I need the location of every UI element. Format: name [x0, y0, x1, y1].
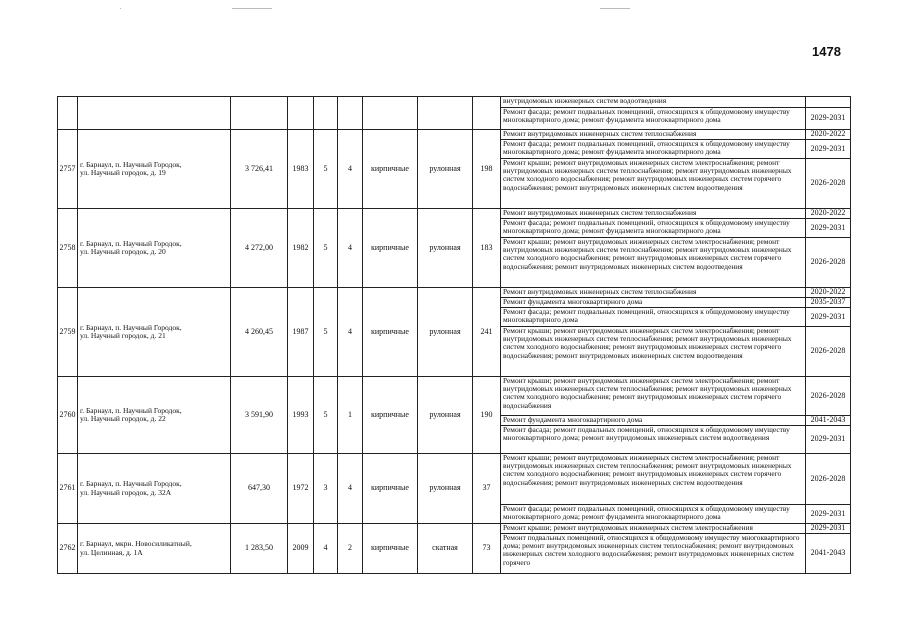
residents-count: 183	[473, 209, 501, 288]
building-area: 1 283,50	[231, 524, 288, 574]
work-period: 2020-2022	[806, 288, 851, 298]
wall-material: кирпичные	[363, 288, 418, 377]
num-cell	[58, 97, 78, 130]
residents-count: 37	[473, 454, 501, 524]
work-description: Ремонт крыши; ремонт внутридомовых инженерных систем электроснабжения; ремонт внутридомовых инженерных систем теплоснабжения; ремонт внутридомовых инженерных систем холодного водоснабжения; ремонт внутридомовых инженерных систем горячего водоснабжения; ремонт внутридомовых инженерных систем водоотведения	[501, 454, 806, 505]
work-period: 2026-2028	[806, 159, 851, 209]
work-period: 2020-2022	[806, 209, 851, 219]
work-description: Ремонт подвальных помещений, относящихся к общедомовому имуществу многоквартирного дома; ремонт внутридомовых инженерных систем теплоснабжения; ремонт внутридомовых инженерных систем холодного водоснабжения; ремонт внутридомовых инженерных систем горячего	[501, 534, 806, 574]
repair-schedule-table	[57, 96, 851, 574]
roof-type: рулонная	[418, 377, 473, 454]
wall-material: кирпичные	[363, 130, 418, 209]
work-period: 2020-2022	[806, 130, 851, 140]
work-period: 2026-2028	[806, 377, 851, 416]
address-cell	[78, 97, 231, 130]
count-cell	[473, 97, 501, 130]
wall-material: кирпичные	[363, 454, 418, 524]
residents-count: 198	[473, 130, 501, 209]
building-entrances: 1	[338, 377, 363, 454]
floors-cell	[314, 97, 338, 130]
building-floors: 5	[314, 288, 338, 377]
work-period: 2029-2031	[806, 426, 851, 454]
building-year: 2009	[288, 524, 314, 574]
roof-type: рулонная	[418, 209, 473, 288]
building-entrances: 4	[338, 209, 363, 288]
work-cell: Ремонт фасада; ремонт подвальных помещений, относящихся к общедомовому имуществу многоквартирного дома; ремонт фундамента многоквартирного дома	[501, 108, 806, 130]
building-address: г. Барнаул, п. Научный Городок, ул. Научный городок, д. 20	[78, 209, 231, 288]
table-row	[58, 454, 851, 505]
table-row	[58, 524, 851, 534]
scan-speck	[600, 8, 630, 9]
work-description: Ремонт фасада; ремонт подвальных помещений, относящихся к общедомовому имуществу многоквартирного дома	[501, 308, 806, 327]
roof-cell	[418, 97, 473, 130]
building-address: г. Барнаул, п. Научный Городок, ул. Научный городок, д. 21	[78, 288, 231, 377]
year-cell	[288, 97, 314, 130]
scan-speck	[232, 8, 272, 9]
building-entrances: 4	[338, 288, 363, 377]
work-description: Ремонт внутридомовых инженерных систем теплоснабжения	[501, 209, 806, 219]
table-row	[58, 377, 851, 416]
wall-material: кирпичные	[363, 377, 418, 454]
building-area: 4 272,00	[231, 209, 288, 288]
building-area: 647,30	[231, 454, 288, 524]
building-floors: 5	[314, 209, 338, 288]
building-floors: 5	[314, 377, 338, 454]
work-cell: внутридомовых инженерных систем водоотведения	[501, 97, 806, 108]
page-number: 1478	[812, 44, 841, 59]
building-address: г. Барнаул, п. Научный Городок, ул. Научный городок, д. 22	[78, 377, 231, 454]
roof-type: рулонная	[418, 130, 473, 209]
building-year: 1982	[288, 209, 314, 288]
building-floors: 4	[314, 524, 338, 574]
work-period: 2029-2031	[806, 308, 851, 327]
work-period: 2041-2043	[806, 534, 851, 574]
walls-cell	[363, 97, 418, 130]
work-description: Ремонт фасада; ремонт подвальных помещений, относящихся к общедомовому имуществу многоквартирного дома; ремонт внутридомовых инженерных систем водоотведения	[501, 426, 806, 454]
residents-count: 241	[473, 288, 501, 377]
building-floors: 5	[314, 130, 338, 209]
work-period: 2026-2028	[806, 327, 851, 377]
work-description: Ремонт крыши; ремонт внутридомовых инженерных систем электроснабжения; ремонт внутридомовых инженерных систем теплоснабжения; ремонт внутридомовых инженерных систем холодного водоснабжения; ремонт внутридомовых инженерных систем горячего водоснабжения; ремонт внутридомовых инженерных систем водоотведения	[501, 159, 806, 209]
building-entrances: 2	[338, 524, 363, 574]
building-year: 1987	[288, 288, 314, 377]
residents-count: 190	[473, 377, 501, 454]
work-description: Ремонт фундамента многоквартирного дома	[501, 298, 806, 308]
building-entrances: 4	[338, 130, 363, 209]
work-description: Ремонт крыши; ремонт внутридомовых инженерных систем электроснабжения; ремонт внутридомовых инженерных систем теплоснабжения; ремонт внутридомовых инженерных систем холодного водоснабжения; ремонт внутридомовых инженерных систем горячего водоснабжения	[501, 377, 806, 416]
table-row	[58, 130, 851, 140]
table-row	[58, 288, 851, 298]
building-number: 2762	[58, 524, 78, 574]
work-description: Ремонт крыши; ремонт внутридомовых инженерных систем электроснабжения; ремонт внутридомовых инженерных систем теплоснабжения; ремонт внутридомовых инженерных систем холодного водоснабжения; ремонт внутридомовых инженерных систем горячего водоснабжения; ремонт внутридомовых инженерных систем водоотведения	[501, 327, 806, 377]
entrances-cell	[338, 97, 363, 130]
wall-material: кирпичные	[363, 524, 418, 574]
building-area: 3 726,41	[231, 130, 288, 209]
work-period: 2029-2031	[806, 505, 851, 524]
building-number: 2760	[58, 377, 78, 454]
scan-speck	[120, 8, 121, 9]
building-address: г. Барнаул, п. Научный Городок, ул. Научный городок, д. 32А	[78, 454, 231, 524]
wall-material: кирпичные	[363, 209, 418, 288]
roof-type: рулонная	[418, 288, 473, 377]
work-description: Ремонт фасада; ремонт подвальных помещений, относящихся к общедомовому имуществу многоквартирного дома; ремонт фундамента многоквартирного дома	[501, 140, 806, 159]
building-area: 3 591,90	[231, 377, 288, 454]
roof-type: скатная	[418, 524, 473, 574]
building-number: 2757	[58, 130, 78, 209]
building-address: г. Барнаул, п. Научный Городок, ул. Научный городок, д. 19	[78, 130, 231, 209]
period-cell	[806, 97, 851, 108]
table-row	[58, 209, 851, 219]
residents-count: 73	[473, 524, 501, 574]
building-number: 2761	[58, 454, 78, 524]
work-period: 2026-2028	[806, 454, 851, 505]
work-period: 2029-2031	[806, 524, 851, 534]
table-row	[58, 97, 851, 108]
work-period: 2029-2031	[806, 140, 851, 159]
work-description: Ремонт крыши; ремонт внутридомовых инженерных систем электроснабжения; ремонт внутридомовых инженерных систем теплоснабжения; ремонт внутридомовых инженерных систем холодного водоснабжения; ремонт внутридомовых инженерных систем горячего водоснабжения; ремонт внутридомовых инженерных систем водоотведения	[501, 238, 806, 288]
work-period: 2029-2031	[806, 219, 851, 238]
work-description: Ремонт фундамента многоквартирного дома	[501, 416, 806, 426]
building-area: 4 260,45	[231, 288, 288, 377]
area-cell	[231, 97, 288, 130]
work-description: Ремонт крыши; ремонт внутридомовых инженерных систем электроснабжения	[501, 524, 806, 534]
roof-type: рулонная	[418, 454, 473, 524]
work-period: 2041-2043	[806, 416, 851, 426]
building-number: 2759	[58, 288, 78, 377]
building-year: 1983	[288, 130, 314, 209]
building-number: 2758	[58, 209, 78, 288]
work-description: Ремонт фасада; ремонт подвальных помещений, относящихся к общедомовому имуществу многоквартирного дома; ремонт фундамента многоквартирного дома	[501, 219, 806, 238]
table-body	[58, 97, 851, 574]
work-description: Ремонт внутридомовых инженерных систем теплоснабжения	[501, 288, 806, 298]
work-description: Ремонт фасада; ремонт подвальных помещений, относящихся к общедомовому имуществу многоквартирного дома; ремонт фундамента многоквартирного дома	[501, 505, 806, 524]
work-period: 2035-2037	[806, 298, 851, 308]
building-address: г. Барнаул, мкрн. Новосиликатный, ул. Целинная, д. 1А	[78, 524, 231, 574]
building-year: 1972	[288, 454, 314, 524]
building-year: 1993	[288, 377, 314, 454]
work-description: Ремонт внутридомовых инженерных систем теплоснабжения	[501, 130, 806, 140]
work-period: 2026-2028	[806, 238, 851, 288]
building-floors: 3	[314, 454, 338, 524]
period-cell: 2029-2031	[806, 108, 851, 130]
building-entrances: 4	[338, 454, 363, 524]
